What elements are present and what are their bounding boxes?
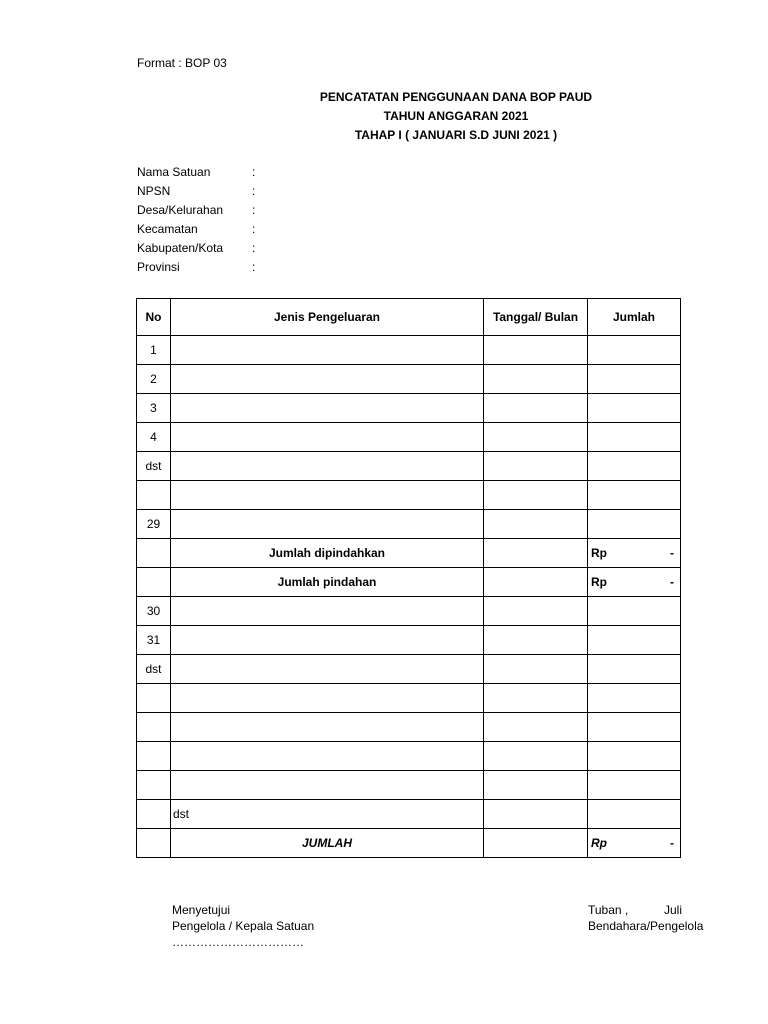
- total-label: JUMLAH: [171, 829, 484, 858]
- field-label-provinsi: Provinsi: [137, 260, 180, 274]
- jumlah-cell[interactable]: [588, 394, 681, 423]
- approver-role: Pengelola / Kepala Satuan: [172, 919, 315, 933]
- row-no: [137, 742, 171, 771]
- subtotal-label: Jumlah pindahan: [171, 568, 484, 597]
- approval-label: Menyetujui: [172, 903, 231, 917]
- row-no: 31: [137, 626, 171, 655]
- month-label: Juli: [664, 903, 683, 917]
- jenis-cell[interactable]: [171, 771, 484, 800]
- total-amount: [588, 829, 681, 858]
- tanggal-cell: [484, 568, 588, 597]
- field-label-kecamatan: Kecamatan: [137, 222, 198, 236]
- tanggal-cell[interactable]: [484, 771, 588, 800]
- table-row: [137, 394, 681, 423]
- currency-label: Rp: [591, 836, 607, 850]
- jumlah-cell[interactable]: [588, 423, 681, 452]
- jenis-cell[interactable]: [171, 394, 484, 423]
- tanggal-cell: [484, 539, 588, 568]
- tanggal-cell[interactable]: [484, 481, 588, 510]
- field-colon: :: [252, 222, 256, 236]
- table-row: [137, 800, 681, 829]
- tanggal-cell[interactable]: [484, 394, 588, 423]
- table-row: [137, 481, 681, 510]
- total-row: [137, 829, 681, 858]
- field-colon: :: [252, 260, 256, 274]
- jumlah-cell[interactable]: [588, 336, 681, 365]
- subtotal-amount: [588, 568, 681, 597]
- document-title: PENCATATAN PENGGUNAAN DANA BOP PAUD: [319, 90, 593, 104]
- row-no: [137, 684, 171, 713]
- table-row: [137, 742, 681, 771]
- tanggal-cell[interactable]: [484, 626, 588, 655]
- subtotal-label: Jumlah dipindahkan: [171, 539, 484, 568]
- stage-title: TAHAP I ( JANUARI S.D JUNI 2021 ): [354, 128, 558, 142]
- jenis-cell[interactable]: [171, 336, 484, 365]
- tanggal-cell[interactable]: [484, 742, 588, 771]
- tanggal-cell: [484, 829, 588, 858]
- jenis-cell[interactable]: [171, 713, 484, 742]
- row-no: 30: [137, 597, 171, 626]
- jumlah-cell[interactable]: [588, 684, 681, 713]
- jumlah-cell[interactable]: [588, 510, 681, 539]
- field-label-nama-satuan: Nama Satuan: [137, 165, 211, 179]
- row-no: [137, 829, 171, 858]
- jenis-cell[interactable]: [171, 510, 484, 539]
- row-no: 4: [137, 423, 171, 452]
- jumlah-cell[interactable]: [588, 800, 681, 829]
- tanggal-cell[interactable]: [484, 365, 588, 394]
- row-no: [137, 713, 171, 742]
- jenis-cell[interactable]: [171, 742, 484, 771]
- header-jumlah: Jumlah: [588, 299, 681, 336]
- row-no: 1: [137, 336, 171, 365]
- table-row: [137, 597, 681, 626]
- table-header-row: [137, 299, 681, 336]
- jenis-cell[interactable]: [171, 365, 484, 394]
- jenis-cell[interactable]: [171, 684, 484, 713]
- row-no: dst: [137, 655, 171, 684]
- row-no: 29: [137, 510, 171, 539]
- table-row: [137, 771, 681, 800]
- treasurer-signature-block: [588, 900, 704, 940]
- treasurer-role: Bendahara/Pengelola: [588, 919, 704, 933]
- jumlah-cell[interactable]: [588, 655, 681, 684]
- table-row: [137, 655, 681, 684]
- field-label-kabupaten: Kabupaten/Kota: [137, 241, 224, 255]
- expense-table: [136, 298, 681, 858]
- field-colon: :: [252, 165, 256, 179]
- tanggal-cell[interactable]: [484, 423, 588, 452]
- tanggal-cell[interactable]: [484, 597, 588, 626]
- table-row: [137, 336, 681, 365]
- jumlah-cell[interactable]: [588, 713, 681, 742]
- header-jenis: Jenis Pengeluaran: [171, 299, 484, 336]
- table-row: [137, 423, 681, 452]
- field-colon: :: [252, 184, 256, 198]
- row-no: [137, 568, 171, 597]
- fiscal-year-title: TAHUN ANGGARAN 2021: [383, 109, 529, 123]
- jumlah-cell[interactable]: [588, 452, 681, 481]
- jenis-cell: dst: [171, 800, 484, 829]
- tanggal-cell[interactable]: [484, 452, 588, 481]
- table-row: [137, 365, 681, 394]
- tanggal-cell[interactable]: [484, 713, 588, 742]
- jenis-cell[interactable]: [171, 626, 484, 655]
- jumlah-cell[interactable]: [588, 481, 681, 510]
- header-no: No: [137, 299, 171, 336]
- row-no: [137, 539, 171, 568]
- table-row: [137, 510, 681, 539]
- row-no: [137, 771, 171, 800]
- jumlah-cell[interactable]: [588, 597, 681, 626]
- field-label-npsn: NPSN: [137, 184, 171, 198]
- place-label: Tuban ,: [588, 903, 629, 917]
- jenis-cell[interactable]: [171, 423, 484, 452]
- row-no: 2: [137, 365, 171, 394]
- row-no: dst: [137, 452, 171, 481]
- tanggal-cell[interactable]: [484, 510, 588, 539]
- subtotal-row-dipindahkan: [137, 539, 681, 568]
- row-no: [137, 481, 171, 510]
- table-row: [137, 713, 681, 742]
- field-colon: :: [252, 203, 256, 217]
- header-tanggal: Tanggal/ Bulan: [484, 299, 588, 336]
- jumlah-cell[interactable]: [588, 742, 681, 771]
- table-row: [137, 452, 681, 481]
- currency-label: Rp: [591, 546, 607, 560]
- jumlah-cell[interactable]: [588, 771, 681, 800]
- format-code: Format : BOP 03: [137, 56, 227, 70]
- subtotal-row-pindahan: [137, 568, 681, 597]
- tanggal-cell[interactable]: [484, 684, 588, 713]
- subtotal-amount: [588, 539, 681, 568]
- jenis-cell[interactable]: [171, 597, 484, 626]
- tanggal-cell[interactable]: [484, 336, 588, 365]
- table-row: [137, 626, 681, 655]
- field-label-desa: Desa/Kelurahan: [137, 203, 224, 217]
- tanggal-cell[interactable]: [484, 655, 588, 684]
- field-colon: :: [252, 241, 256, 255]
- row-no: 3: [137, 394, 171, 423]
- tanggal-cell[interactable]: [484, 800, 588, 829]
- jenis-cell[interactable]: [171, 481, 484, 510]
- jenis-cell[interactable]: [171, 655, 484, 684]
- table-row: [137, 684, 681, 713]
- signature-dotted-line: ……………………………: [172, 935, 304, 949]
- amount-value: -: [670, 836, 674, 850]
- jumlah-cell[interactable]: [588, 626, 681, 655]
- currency-label: Rp: [591, 575, 607, 589]
- jumlah-cell[interactable]: [588, 365, 681, 394]
- amount-value: -: [670, 546, 674, 560]
- row-no: [137, 800, 171, 829]
- jenis-cell[interactable]: [171, 452, 484, 481]
- amount-value: -: [670, 575, 674, 589]
